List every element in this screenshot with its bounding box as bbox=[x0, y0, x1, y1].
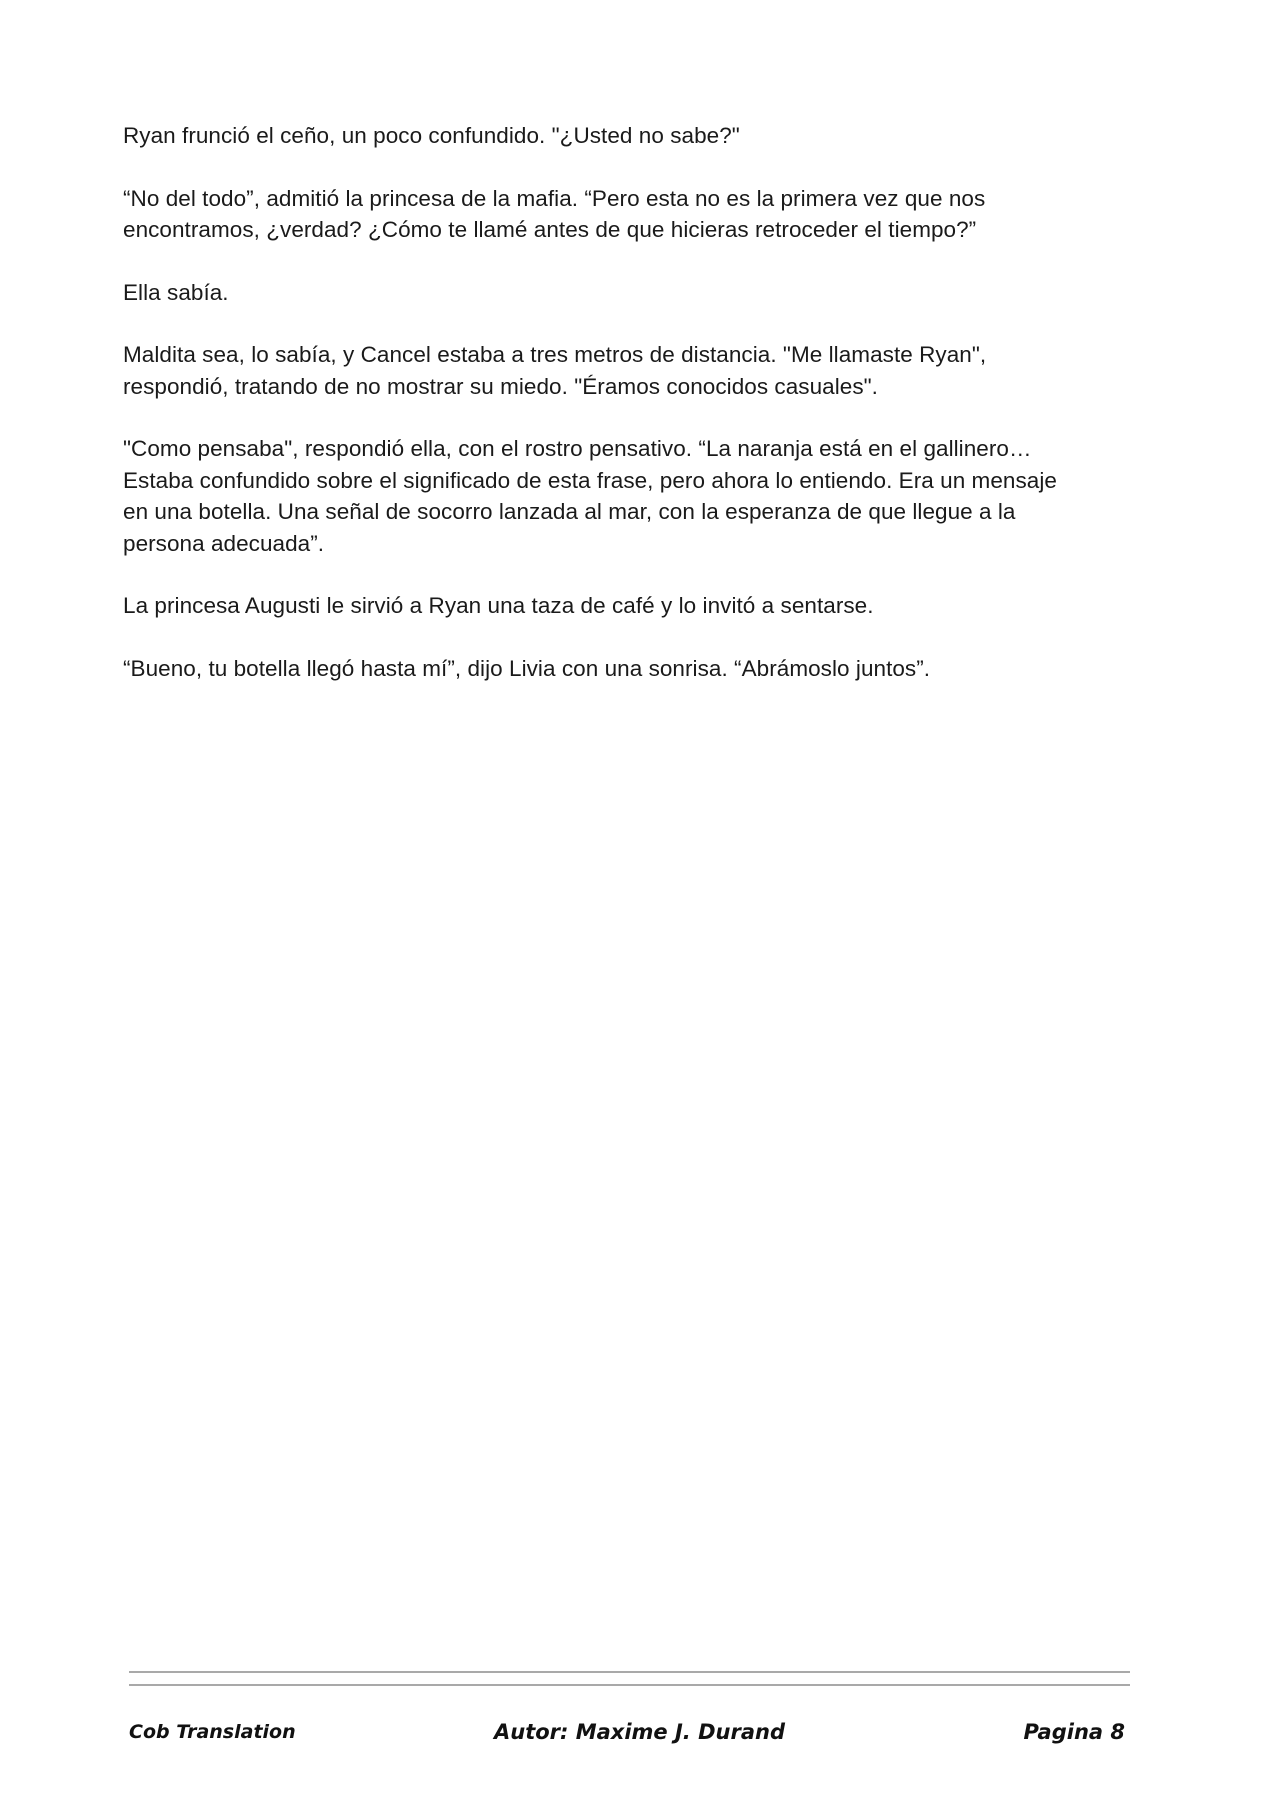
paragraph: “Bueno, tu botella llegó hasta mí”, dijo Livia con una sonrisa. “Abrámoslo juntos”. bbox=[123, 655, 931, 681]
paragraph: “No del todo”, admitió la princesa de la mafia. “Pero esta no es la primera vez que nos encontramos, ¿verdad? ¿Cómo te llamé antes de que hicieras retroceder el tiempo?” bbox=[123, 185, 986, 242]
footer-divider-top bbox=[129, 1671, 1130, 1673]
paragraph: La princesa Augusti le sirvió a Ryan una taza de café y lo invitó a sentarse. bbox=[123, 593, 874, 618]
page-footer bbox=[129, 1718, 1130, 1750]
paragraph: "Como pensaba", respondió ella, con el rostro pensativo. “La naranja está en el gallinero… Estaba confundido sobre el significado de esta frase, pero ahora lo entiendo. Era un mensaje en una botella. Una señal de socorro lanzada al mar, con la esperanza de que llegue a la persona adecuada”. bbox=[123, 436, 1057, 556]
footer-author: Autor: Maxime J. Durand bbox=[494, 1720, 785, 1744]
footer-page-number: Pagina 8 bbox=[1023, 1720, 1125, 1744]
body-text bbox=[123, 120, 1123, 715]
paragraph: Maldita sea, lo sabía, y Cancel estaba a tres metros de distancia. "Me llamaste Ryan", respondió, tratando de no mostrar su miedo. "Éramos conocidos casuales". bbox=[123, 342, 987, 399]
footer-translator: Cob Translation bbox=[129, 1721, 296, 1743]
footer-divider-bottom bbox=[129, 1684, 1130, 1686]
paragraph: Ella sabía. bbox=[123, 279, 229, 305]
paragraph: Ryan frunció el ceño, un poco confundido. "¿Usted no sabe?" bbox=[123, 123, 740, 148]
